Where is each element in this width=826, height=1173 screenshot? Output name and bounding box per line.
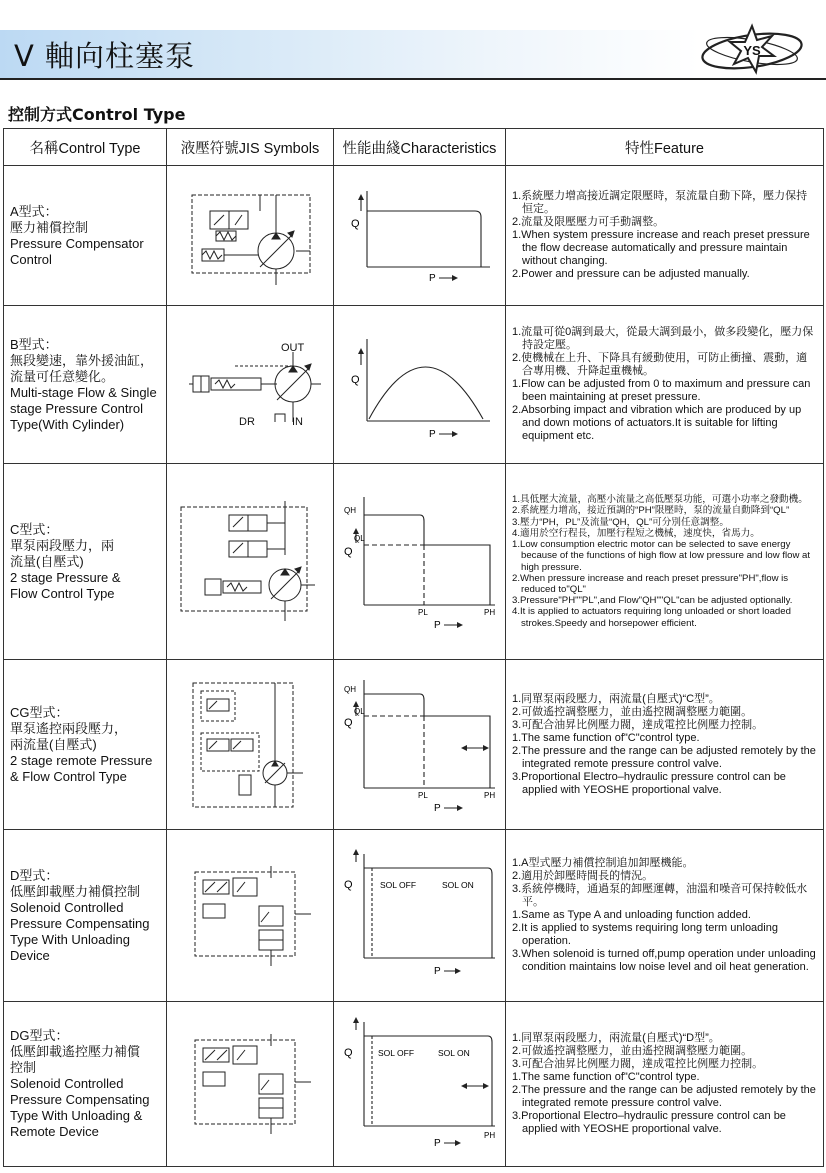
symbol-cell [167,1002,334,1167]
q-arrow-head [358,348,364,354]
feature-line: 3.Pressure"PH""PL",and Flow"QH""QL"can be adjusted optionally. [512,595,793,607]
feature-line: 3.When solenoid is turned off,pump operation under unloading condition maintains low noise level and oil heat generation. [512,948,816,973]
type-name-line: stage Pressure Control [10,400,143,416]
table-row-type-cg [4,660,824,830]
feature-line: 2.The pressure and the range can be adjusted remotely by the integrated remote pressure control valve. [512,744,816,770]
type-name-line: Flow Control Type [10,585,115,601]
ph-label: PH [483,790,495,800]
p-arrow-head [455,968,461,974]
type-name-cell [4,166,167,306]
type-name-cell [4,830,167,1002]
feature-line: 1.When system pressure increase and reach preset pressure the flow decrease automatically and pressure maintain without changing. [512,229,810,267]
feature-line: 2.Absorbing impact and vibration which are produced by up and down motions of actuators.It is suitable for lifting equipment etc. [512,404,802,442]
type-name-line: Device [10,947,50,963]
type-name-line: 2 stage Pressure & [10,569,121,585]
feature-line: 2.適用於卸壓時間長的情況。 [512,870,654,882]
flow-curve [364,694,490,788]
q-label: Q [350,217,360,230]
adjust-arrow-right [483,745,489,751]
table-row-type-b [4,306,824,464]
hydraulic-symbol-type-a [180,181,320,291]
page-header [0,30,826,82]
feature-line: 2.The pressure and the range can be adjusted remotely by the integrated remote pressure control valve. [512,1084,816,1109]
type-name-line: Solenoid Controlled [10,1076,124,1091]
characteristics-cell [334,660,506,830]
characteristic-chart-type-d [340,846,500,986]
feature-cell [506,830,824,1002]
type-name-line: 低壓卸載遙控壓力補償 [10,1044,141,1059]
type-name-line: Pressure Compensating [10,1092,150,1107]
feature-line: 1.Same as Type A and unloading function added. [512,909,751,921]
feature-line: 3.壓力“PH，PL”及流量“QH，QL”可分別任意調整。 [512,516,729,528]
feature-line: 1.同單泵兩段壓力，兩流量(自壓式)“C型”。 [512,692,720,705]
type-name-line: 單泵兩段壓力，兩 [10,537,115,553]
feature-line: 2.When pressure increase and reach preset pressure"PH",flow is reduced to"QL" [512,572,789,595]
ph-label: PH [483,607,495,617]
feature-cell [506,1002,824,1167]
type-name-line: 壓力補償控制 [10,219,89,235]
type-name-line: 2 stage remote Pressure [10,752,153,768]
p-label: P [433,965,441,977]
type-name-line: 低壓卸載壓力補償控制 [10,883,141,899]
feature-line: 1.系統壓力增高接近調定限壓時，泵流量自動下降，壓力保持恒定。 [512,190,808,215]
sol-on-label: SOL ON [441,879,474,890]
hydraulic-symbol-type-cg [175,675,325,815]
table-row-type-a [4,166,824,306]
out-port-label: OUT [281,341,305,354]
adjust-arrow-right [483,1083,489,1089]
type-name-line: Control [10,251,52,267]
characteristic-chart-type-a [345,181,495,291]
type-name-line: Type With Unloading [10,931,130,947]
feature-line: 2.可做遙控調整壓力，並由遙控閥調整壓力範圍。 [512,1045,753,1057]
type-name-line: Type(With Cylinder) [10,416,125,432]
feature-line: 1.The same function of"C"control type. [512,731,700,744]
page-title: V 軸向柱塞泵 [14,39,196,73]
p-label: P [428,428,436,440]
pl-label: PL [417,607,428,617]
feature-line: 2.流量及限壓壓力可手動調整。 [512,216,665,228]
ql-label: QL [353,706,365,716]
feature-line: 4.適用於空行程長，加壓行程短之機械，速度快，省馬力。 [512,527,760,539]
characteristics-cell [334,1002,506,1167]
feature-line: 1.流量可從0調到最大，從最大調到最小，做多段變化，壓力保持設定壓。 [512,326,814,351]
feature-line: 1.Flow can be adjusted from 0 to maximum and pressure can been maintaining at preset pressure. [512,378,811,403]
type-name-line: 兩流量(自壓式) [10,736,97,752]
type-name-line: Pressure Compensator [10,235,144,251]
p-arrow-head [455,1140,461,1146]
feature-line: 1.The same function of"C"control type. [512,1071,700,1083]
feature-line: 3.Proportional Electro–hydraulic pressure control can be applied with YEOSHE proportional valve. [512,770,786,796]
table-row-type-d [4,830,824,1002]
section-title: 控制方式Control Type [8,105,186,124]
column-header-name: 名稱Control Type [4,129,167,166]
characteristics-cell [334,166,506,306]
q-arrow-head [353,1017,359,1023]
type-name-line: Solenoid Controlled [10,899,124,915]
characteristics-cell [334,306,506,464]
control-type-table [3,128,824,1167]
type-name-cell [4,1002,167,1167]
qh-label: QH [343,684,356,694]
column-header-characteristics: 性能曲綫Characteristics [334,129,506,166]
type-name-line: A型式： [10,203,58,219]
sol-off-label: SOL OFF [379,879,416,890]
symbol-cell [167,464,334,660]
type-name-line: 流量可任意變化。 [10,368,115,384]
q-label: Q [343,1047,353,1059]
type-name-line: CG型式： [10,704,69,720]
type-name-line: Multi-stage Flow & Single [10,384,157,400]
feature-line: 1.Low consumption electric motor can be selected to save energy because of the functions of high flow at low pressure and low flow at high pressure. [512,539,811,573]
hydraulic-symbol-type-c [175,497,325,627]
feature-line: 3.可配合油昇比例壓力閥，達成電控比例壓力控制。 [512,1058,764,1070]
column-header-symbols: 液壓符號JIS Symbols [167,129,334,166]
q-arrow-head [358,194,364,200]
type-name-cell [4,306,167,464]
symbol-cell [167,660,334,830]
type-name-line: 控制 [10,1060,37,1075]
p-arrow-head [452,431,458,437]
feature-line: 3.可配合油昇比例壓力閥，達成電控比例壓力控制。 [512,718,764,731]
characteristic-chart-type-cg [340,670,500,820]
dr-port-label: DR [239,415,255,428]
symbol-cell [167,166,334,306]
type-name-line: 流量(自壓式) [10,553,84,569]
type-name-cell [4,464,167,660]
feature-line: 2.Power and pressure can be adjusted manually. [512,268,750,280]
flow-curve [364,515,490,605]
flow-curve [367,211,481,267]
type-name-line: & Flow Control Type [10,768,127,784]
q-label: Q [343,716,353,729]
symbol-cell [167,830,334,1002]
feature-cell [506,306,824,464]
characteristic-chart-type-b [345,325,495,445]
type-name-line: C型式： [10,521,59,537]
ql-label: QL [353,533,365,543]
feature-line: 1.具低壓大流量，高壓小流量之高低壓泵功能，可選小功率之發動機。 [512,494,808,506]
type-name-line: D型式： [10,867,59,883]
table-header-row [4,129,824,166]
table-row-type-dg [4,1002,824,1167]
feature-line: 2.使機械在上升、下降具有緩動使用，可防止衝撞、震動，適合專用機、升降起重機械。 [512,352,808,377]
type-name-line: Type With Unloading & [10,1108,143,1123]
type-name-line: Pressure Compensating [10,915,150,931]
p-label: P [428,272,436,284]
characteristics-cell [334,464,506,660]
q-label: Q [350,373,360,386]
q-label: Q [343,878,353,891]
qh-label: QH [343,505,356,515]
column-header-feature: 特性Feature [506,129,824,166]
characteristic-chart-type-c [340,487,500,637]
p-arrow-head [452,275,458,281]
feature-cell [506,660,824,830]
p-arrow-head [457,805,463,811]
feature-cell [506,464,824,660]
feature-cell [506,166,824,306]
type-name-line: B型式： [10,336,58,352]
feature-line: 1.同單泵兩段壓力，兩流量(自壓式)“D型”。 [512,1032,720,1044]
type-name-line: 無段變速，靠外援油缸， [10,352,154,368]
ph-label: PH [483,1131,495,1140]
feature-line: 3.Proportional Electro–hydraulic pressure control can be applied with YEOSHE proportional valve. [512,1110,786,1135]
symbol-cell [167,306,334,464]
adjust-arrow-left [461,745,467,751]
in-port-label: IN [292,415,303,428]
feature-line: 2.系統壓力增高，接近預調的“PH”限壓時，泵的流量自動降到“QL” [512,505,790,517]
type-name-cell [4,660,167,830]
q-label: Q [343,545,353,558]
type-name-line: 單泵遙控兩段壓力， [10,720,128,736]
characteristic-chart-type-dg [340,1014,500,1154]
feature-line: 2.It is applied to systems requiring long term unloading operation. [512,922,778,947]
sol-on-label: SOL ON [437,1048,470,1058]
p-label: P [433,802,441,814]
p-label: P [433,619,441,631]
table-row-type-c [4,464,824,660]
adjust-arrow-left [461,1083,467,1089]
flow-curve [369,367,483,419]
p-label: P [433,1138,441,1149]
feature-line: 4.It is applied to actuators requiring long unloaded or short loaded strokes.Speedy and horsepower efficient. [512,606,791,629]
logo-text: YS [743,43,761,58]
hydraulic-symbol-type-dg [175,1024,325,1144]
characteristics-cell [334,830,506,1002]
q-arrow-head [353,849,359,855]
feature-line: 3.系統停機時，通過泵的卸壓運轉，油溫和噪音可保持較低水平。 [512,883,808,908]
sol-off-label: SOL OFF [377,1048,414,1058]
hydraulic-symbol-type-d [175,856,325,976]
feature-line: 1.A型式壓力補償控制追加卸壓機能。 [512,857,694,869]
pl-label: PL [417,790,428,800]
p-arrow-head [457,622,463,628]
brand-logo-icon [700,20,804,82]
type-name-line: Remote Device [10,1124,99,1139]
type-name-line: DG型式： [10,1028,69,1043]
feature-line: 2.可做遙控調整壓力，並由遙控閥調整壓力範圍。 [512,705,753,718]
